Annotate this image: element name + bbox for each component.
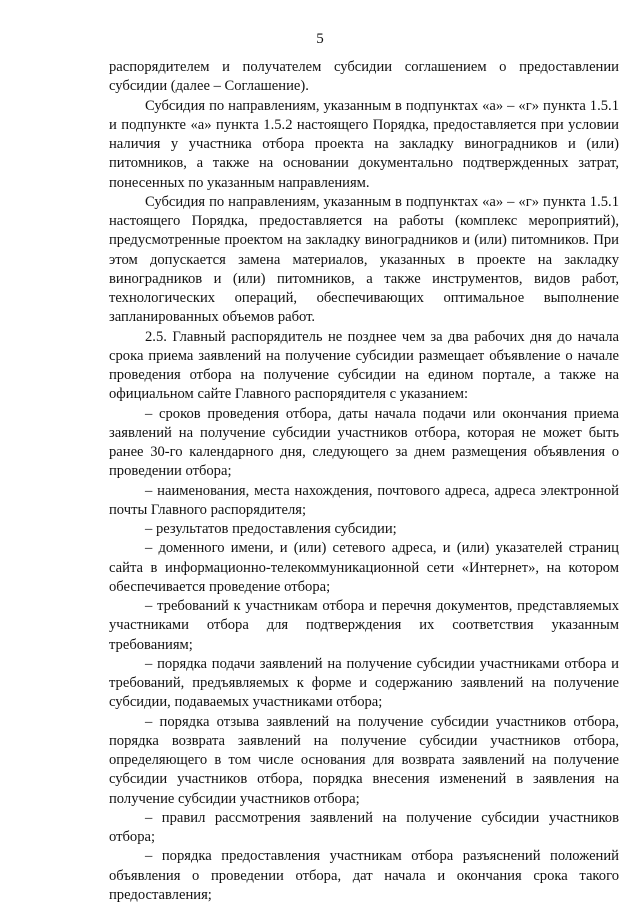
document-body bbox=[109, 58, 619, 905]
list-item: – правил рассмотрения заявлений на получение субсидии участников отбора; bbox=[109, 809, 619, 845]
paragraph: Субсидия по направлениям, указанным в подпунктах «а» – «г» пункта 1.5.1 настоящего Порядка, предоставляется на работы (комплекс мероприятий), предусмотренные проектом на закладку виноградников и (или) питомников. При этом допускается замена материалов, указанных в проекте на закладку виноградников и (или) питомников, а также инструментов, видов работ, технологических операций, обеспечивающих оптимальное выполнение запланированных объемов работ. bbox=[109, 193, 619, 326]
list-item: – порядка предоставления участникам отбора разъяснений положений объявления о проведении отбора, дат начала и окончания срока такого предоставления; bbox=[109, 848, 619, 903]
list-item: – наименования, места нахождения, почтового адреса, адреса электронной почты Главного распорядителя; bbox=[109, 482, 619, 518]
list-item: – доменного имени, и (или) сетевого адреса, и (или) указателей страниц сайта в информационно-телекоммуникационной сети «Интернет», на котором обеспечивается проведение отбора; bbox=[109, 540, 619, 595]
paragraph: Субсидия по направлениям, указанным в подпунктах «а» – «г» пункта 1.5.1 и подпункте «а» пункта 1.5.2 настоящего Порядка, предоставляется при условии наличия у участника отбора проекта на закладку виноградников и (или) питомников, а также на основании документально подтвержденных затрат, понесенных по указанным направлениям. bbox=[109, 97, 619, 191]
paragraph: распорядителем и получателем субсидии соглашением о предоставлении субсидии (далее – Соглашение). bbox=[109, 59, 619, 95]
list-item: – сроков проведения отбора, даты начала подачи или окончания приема заявлений на получение субсидии участников отбора, которая не может быть ранее 30-го календарного дня, следующего за днем размещения объявления о проведении отбора; bbox=[109, 405, 619, 480]
list-item: – порядка отзыва заявлений на получение субсидии участников отбора, порядка возврата заявлений на получение субсидии участников отбора, определяющего в том числе основания для возврата заявлений на получение субсидии участников отбора, порядка внесения изменений в заявления на получение субсидии участников отбора; bbox=[109, 713, 619, 807]
list-item: – результатов предоставления субсидии; bbox=[145, 521, 397, 537]
page-number: 5 bbox=[316, 31, 324, 47]
paragraph: 2.5. Главный распорядитель не позднее чем за два рабочих дня до начала срока приема заявлений на получение субсидии размещает объявление о начале проведения отбора на получение субсидии на едином портале, а также на официальном сайте Главного распорядителя с указанием: bbox=[109, 328, 619, 403]
list-item: – требований к участникам отбора и перечня документов, представляемых участниками отбора для подтверждения их соответствия указанным требованиям; bbox=[109, 598, 619, 653]
list-item: – порядка подачи заявлений на получение субсидии участниками отбора и требований, предъявляемых к форме и содержанию заявлений на получение субсидии, подаваемых участниками отбора; bbox=[109, 655, 619, 711]
